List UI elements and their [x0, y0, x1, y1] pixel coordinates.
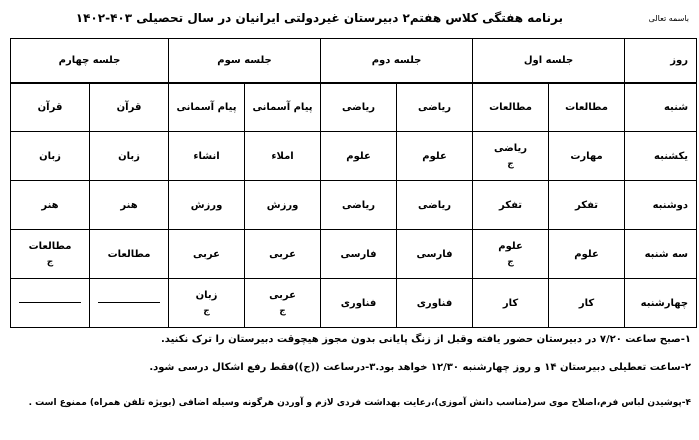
class-cell	[549, 181, 625, 230]
notes-section	[11, 334, 691, 408]
session-marker: ج	[279, 306, 286, 316]
subject-text: علوم	[422, 150, 447, 162]
class-cell	[473, 132, 549, 181]
class-cell	[473, 279, 549, 328]
class-cell	[11, 181, 90, 230]
subject-text: ورزش	[190, 199, 223, 211]
class-cell	[549, 279, 625, 328]
class-cell	[549, 230, 625, 279]
subject-text: عربی	[193, 248, 220, 260]
subject-text: کار	[578, 297, 595, 309]
subject-text: تفکر	[499, 199, 523, 211]
subject-text: فناوری	[340, 297, 377, 309]
class-cell	[245, 279, 321, 328]
class-cell	[549, 132, 625, 181]
class-cell	[321, 230, 397, 279]
session-header-4: جلسه چهارم	[11, 39, 169, 83]
note-2: ۲-ساعت تعطیلی دبیرستان ۱۴ و روز چهارشنبه ۱۲/۳۰ خواهد بود.۳-درساعت ((ج))فقط رفع اشکال درسی شود.	[149, 362, 691, 373]
subject-text: فارسی	[340, 248, 377, 260]
subject-text: ریاضی	[418, 199, 452, 211]
class-cell	[90, 132, 169, 181]
session-marker: ج	[507, 257, 514, 267]
subject-text: ریاضی	[418, 101, 452, 113]
note-1: ۱-صبح ساعت ۷/۲۰ در دبیرستان حضور یافته وقبل از زنگ پایانی بدون مجوز هیچوقت دبیرستان را ترک نکنید.	[161, 334, 691, 345]
day-cell: سه شنبه	[625, 230, 697, 279]
class-cell	[397, 181, 473, 230]
subject-text: علوم	[498, 241, 523, 252]
class-cell	[473, 181, 549, 230]
subject-text: زبان	[195, 290, 218, 301]
subject-text: پیام آسمانی	[176, 101, 237, 113]
subject-text: انشاء	[193, 150, 220, 162]
class-cell	[245, 181, 321, 230]
class-cell	[321, 279, 397, 328]
subject-text: مهارت	[570, 150, 603, 162]
subject-text: پیام آسمانی	[252, 101, 313, 113]
day-cell: شنبه	[625, 83, 697, 132]
subject-text: عربی	[269, 290, 296, 301]
note-3: ۴-پوشیدن لباس فرم،اصلاح موی سر(مناسب دانش آموزی)،رعایت بهداشت فردی لازم و آوردن هرگونه وسیله اضافی (بویژه تلفن همراه) ممنوع است .	[28, 398, 691, 408]
class-cell	[245, 230, 321, 279]
class-cell	[549, 83, 625, 132]
subject-text: املاء	[271, 150, 294, 162]
table-row	[11, 279, 697, 328]
class-cell	[169, 132, 245, 181]
subject-text: ریاضی	[494, 143, 528, 154]
session-marker: ج	[507, 159, 514, 169]
session-marker: ج	[46, 257, 54, 267]
class-cell	[169, 230, 245, 279]
subject-text: هنر	[120, 199, 138, 211]
day-cell: دوشنبه	[625, 181, 697, 230]
subject-text: ریاضی	[342, 199, 376, 211]
class-cell	[11, 279, 90, 328]
subject-text: مطالعات	[489, 101, 532, 113]
header-row	[11, 39, 697, 83]
subject-text: ریاضی	[342, 101, 376, 113]
class-cell	[245, 132, 321, 181]
session-marker: ج	[203, 306, 210, 316]
class-cell	[397, 230, 473, 279]
subject-text: مطالعات	[107, 248, 151, 260]
blank-line	[98, 302, 160, 303]
class-cell	[169, 181, 245, 230]
table-row	[11, 132, 697, 181]
subject-text: قرآن	[116, 101, 142, 113]
class-cell	[473, 83, 549, 132]
class-cell	[90, 230, 169, 279]
subject-text: زبان	[118, 150, 140, 162]
subject-text: قرآن	[37, 101, 63, 113]
class-cell	[11, 83, 90, 132]
subject-text: مطالعات	[28, 241, 72, 252]
class-cell	[169, 279, 245, 328]
subject-text: زبان	[39, 150, 61, 162]
day-column-header: روز	[625, 39, 697, 83]
class-cell	[90, 181, 169, 230]
document-title: برنامه هفتگی کلاس هفتم۲ دبیرستان غیردولتی ایرانیان در سال تحصیلی ۴۰۳-۱۴۰۲	[75, 11, 563, 25]
subject-text: کار	[502, 297, 519, 309]
subject-text: تفکر	[575, 199, 599, 211]
session-header-3: جلسه سوم	[169, 39, 321, 83]
day-cell: یکشنبه	[625, 132, 697, 181]
class-cell	[473, 230, 549, 279]
class-cell	[397, 279, 473, 328]
subject-text: هنر	[41, 199, 59, 211]
subject-text: مطالعات	[565, 101, 608, 113]
class-cell	[321, 181, 397, 230]
table-row	[11, 230, 697, 279]
invocation-text: باسمه تعالی	[648, 14, 689, 23]
class-cell	[397, 83, 473, 132]
class-cell	[245, 83, 321, 132]
header	[0, 8, 699, 30]
subject-text: علوم	[574, 248, 599, 260]
session-header-1: جلسه اول	[473, 39, 625, 83]
class-cell	[397, 132, 473, 181]
table-row	[11, 181, 697, 230]
class-cell	[11, 132, 90, 181]
class-cell	[321, 132, 397, 181]
blank-line	[19, 302, 81, 303]
subject-text: عربی	[269, 248, 296, 260]
session-header-2: جلسه دوم	[321, 39, 473, 83]
subject-text: فارسی	[416, 248, 453, 260]
class-cell	[90, 279, 169, 328]
class-cell	[90, 83, 169, 132]
subject-text: فناوری	[416, 297, 453, 309]
class-cell	[11, 230, 90, 279]
day-cell: چهارشنبه	[625, 279, 697, 328]
table-row	[11, 83, 697, 132]
class-cell	[321, 83, 397, 132]
class-cell	[169, 83, 245, 132]
subject-text: ورزش	[266, 199, 299, 211]
subject-text: علوم	[346, 150, 371, 162]
weekly-schedule-table	[10, 38, 697, 328]
